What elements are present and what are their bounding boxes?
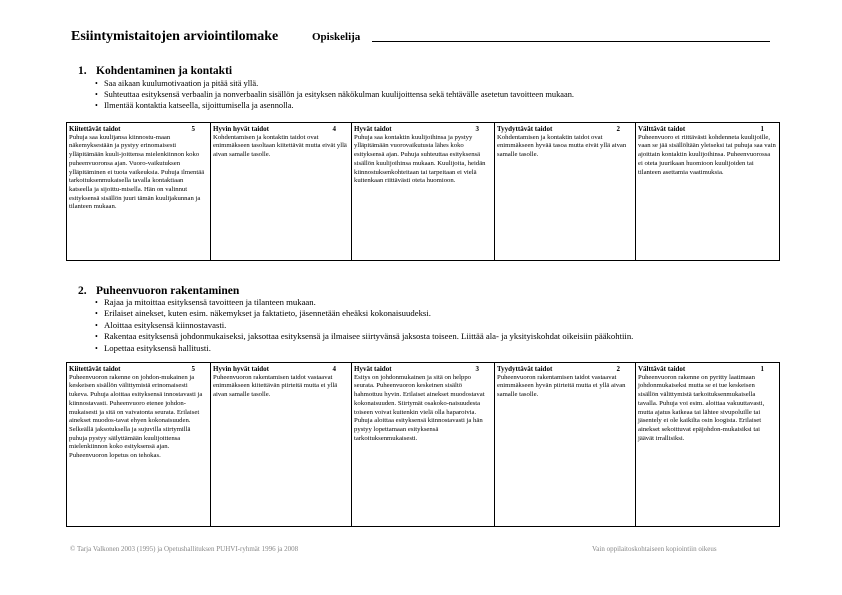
rubric-cell-5 <box>67 363 211 527</box>
level-score: 5 <box>191 125 195 133</box>
level-score: 5 <box>191 365 195 373</box>
criteria-item: • Rajaa ja mitoittaa esityksensä tavoitteen ja tilanteen mukaan. <box>96 297 633 308</box>
level-description: Puheenvuoro ei riittävästi kohdenneta kuulijoille, vaan se jää sisällöltään yleiseksi tai puhuja saa vain ajoittain kontaktin kuulijoihinsa. Puheenvuorossa ei oteta juurikaan huomioon kuulijoiden tai tilanteen asettamia vaatimuksia. <box>638 133 776 176</box>
criteria-item: • Lopettaa esityksensä hallitusti. <box>96 343 633 354</box>
level-score: 1 <box>760 365 764 373</box>
level-score: 4 <box>332 365 336 373</box>
section-1-rubric-table <box>66 122 780 261</box>
rubric-cell-2 <box>495 363 636 527</box>
level-label: Hyvin hyvät taidot <box>213 125 270 133</box>
level-label: Hyvät taidot <box>354 365 392 373</box>
level-label: Välttävät taidot <box>638 365 686 373</box>
footer-copyright: © Tarja Valkonen 2003 (1995) ja Opetushallituksen PUHVI-ryhmät 1996 ja 2008 <box>70 545 299 553</box>
section-1-number: 1. <box>78 65 87 77</box>
level-score: 4 <box>332 125 336 133</box>
section-2-rubric-table <box>66 362 780 527</box>
rubric-cell-3 <box>352 123 495 261</box>
level-label: Kiitettävät taidot <box>69 365 121 373</box>
level-label: Tyydyttävät taidot <box>497 125 553 133</box>
level-description: Kohdentamisen ja kontaktin taidot ovat enimmäkseen tasoltaan kiitettävät mutta eivät yllä aivan samalle tasolle. <box>213 133 347 159</box>
level-description: Puheenvuoron rakentamisen taidot vastaavat enimmäkseen kiitettävän piirteitä mutta ei yllä aivan samalle tasolle. <box>213 373 338 399</box>
student-name-line[interactable] <box>372 41 770 42</box>
criteria-item: • Suhteuttaa esityksensä verbaalin ja nonverbaalin sisällön ja esityksen näkökulman kuulijoittensa sekä tehtävälle asetetun tavoitteen mukaan. <box>96 90 574 101</box>
section-2-number: 2. <box>78 285 87 297</box>
rubric-cell-2 <box>495 123 636 261</box>
level-description: Puheenvuoron rakentamisen taidot vastaavat enimmäkseen hyvän piirteitä mutta ei yllä aivan samalle tasolle. <box>497 373 626 399</box>
section-1-title: Kohdentaminen ja kontakti <box>96 65 233 77</box>
level-description: Puhuja saa kontaktin kuulijoihinsa ja pystyy ylläpitämään vuorovaikutusta lähes koko esityksensä ajan. Puhuja suhteuttaa esityksensä sisällön kuulijoihinsa mukaan. Kuulijoita, heidän kiinnostuksenkohteitaan tai tarpeitaan ei vielä kuitenkaan riittävästi oteta huomioon. <box>354 133 486 185</box>
criteria-item: • Saa aikaan kuulumotivaation ja pitää sitä yllä. <box>96 79 574 90</box>
rubric-cell-3 <box>352 363 495 527</box>
rubric-cell-1 <box>636 363 780 527</box>
section-2-heading <box>78 285 239 297</box>
criteria-item: • Ilmentää kontaktia katseella, sijoittumisella ja asennolla. <box>96 101 574 112</box>
level-description: Esitys on johdonmukainen ja sitä on helppo seurata. Puheenvuoron keskeinen sisältö hahmottuu hyvin. Erilaiset ainekset muodostavat kokonaisuuden. Siirtymät osakoko-naisuudesta toiseen voivat kuitenkin vielä olla haparoivia. Puhuja aloittaa esityksensä kiinnostavasti ja hän pystyy lopettamaan esityksensä tarkoituksenmukaisesti. <box>354 373 485 442</box>
student-label: Opiskelija <box>312 31 361 43</box>
form-title: Esiintymistaitojen arviointilomake <box>71 29 279 44</box>
rubric-cell-5 <box>67 123 211 261</box>
level-score: 2 <box>616 365 620 373</box>
level-label: Kiitettävät taidot <box>69 125 121 133</box>
level-label: Välttävät taidot <box>638 125 686 133</box>
level-score: 3 <box>475 365 479 373</box>
section-1-heading <box>78 65 232 77</box>
section-1-criteria <box>96 79 574 111</box>
level-label: Hyvin hyvät taidot <box>213 365 270 373</box>
footer-copy-notice: Vain oppilaitoskohtaiseen kopiointiin oikeus <box>592 545 717 553</box>
criteria-item: • Erilaiset ainekset, kuten esim. näkemykset ja faktatieto, jäsennetään eheäksi kokonaisuudeksi. <box>96 308 633 319</box>
section-2-criteria <box>96 297 633 354</box>
section-2-title: Puheenvuoron rakentaminen <box>96 285 240 297</box>
level-description: Puhuja saa kuulijansa kiinnostu-maan näkemyksestään ja pystyy erinomaisesti ylläpitämään kuuli-joittensa mielenkiinnon koko puheenvuoronsa ajan. Vuoro-vaikutuksen ylläpitäminen ei tuota vaikeuksia. Puhuja ilmentää tarkoituksenmukaisella tavalla kontaktiaan katseella ja sijoittu-misella. Hän on valinnut esityksensä sisällön juuri tämän kuulijakunnan ja tilanteen mukaan. <box>69 133 205 211</box>
level-description: Kohdentamisen ja kontaktin taidot ovat enimmäkseen hyvää tasoa mutta eivät yllä aivan samalle tasolle. <box>497 133 627 159</box>
level-score: 3 <box>475 125 479 133</box>
level-score: 2 <box>616 125 620 133</box>
level-description: Puheenvuoron rakenne on johdon-mukainen ja keskeisen sisällön välittymistä erinomaisesti tukeva. Puhuja aloittaa esityksensä innostavasti ja kiinnostavasti. Puheenvuoro etenee johdon-mukaisesti ja sitä on vaivatonta seurata. Erilaiset ainekset muodos-tavat ehyen kokonaisuuden. Selkeällä jaksotuksella ja sujuvilla siirtymillä puhuja pystyy säilyttämään kuulijoittensa mielenkiinnon koko esityksensä ajan. Puheenvuoron lopetus on tehokas. <box>69 373 203 460</box>
rubric-cell-4 <box>211 363 352 527</box>
level-label: Hyvät taidot <box>354 125 392 133</box>
level-score: 1 <box>760 125 764 133</box>
level-description: Puheenvuoron rakenne on pyritty laatimaan johdonmukaiseksi mutta se ei tue keskeisen sisällön välittymistä tarkoituksenmukaisella tavalla. Puhuja voi esim. aloittaa vakuuttavasti, mutta ajatus katkeaa tai lähtee sivupoluille tai jäsentely ei ole kaikilta osin loogista. Erilaiset ainekset sekoittuvat epäjohdon-mukaisiksi tai jäävät irrallisiksi. <box>638 373 765 442</box>
level-label: Tyydyttävät taidot <box>497 365 553 373</box>
criteria-item: • Aloittaa esityksensä kiinnostavasti. <box>96 320 633 331</box>
criteria-item: • Rakentaa esityksensä johdonmukaiseksi, jaksottaa esityksensä ja ilmaisee siirtyvänsä jaksosta toiseen. Liittää ala- ja yksityiskohdat oikeisiin pääkohtiin. <box>96 331 633 342</box>
rubric-cell-1 <box>636 123 780 261</box>
rubric-cell-4 <box>211 123 352 261</box>
